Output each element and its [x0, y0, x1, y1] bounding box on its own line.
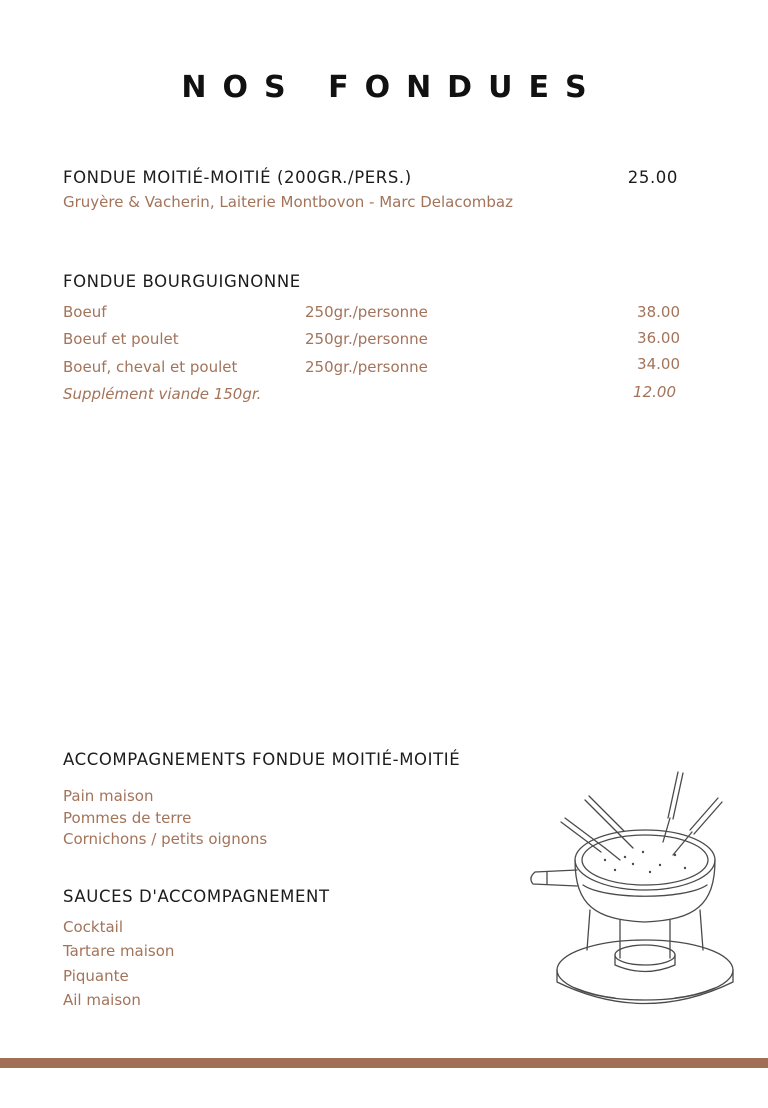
menu-row-portion: 250gr./personne: [305, 358, 428, 376]
menu-row-portion: 250gr./personne: [305, 303, 428, 321]
fondue-moitie-price: 25.00: [627, 168, 678, 187]
sauce-item: Ail maison: [63, 991, 141, 1009]
accompagnements-heading: ACCOMPAGNEMENTS FONDUE MOITIÉ-MOITIÉ: [63, 750, 461, 769]
accompagnement-item: Pommes de terre: [63, 809, 192, 827]
fondue-moitie-name: FONDUE MOITIÉ-MOITIÉ (200GR./PERS.): [63, 168, 412, 187]
menu-row-item: Boeuf et poulet: [63, 330, 179, 348]
menu-row-price: 34.00: [637, 355, 680, 373]
accompagnement-item: Pain maison: [63, 787, 154, 805]
menu-row-price: 36.00: [637, 329, 680, 347]
fondue-pot-illustration: [525, 760, 740, 1020]
bourguignonne-name: FONDUE BOURGUIGNONNE: [63, 272, 301, 291]
page-title: NOS FONDUES: [181, 70, 603, 105]
menu-row-item: Boeuf, cheval et poulet: [63, 358, 238, 376]
accompagnement-item: Cornichons / petits oignons: [63, 830, 268, 848]
menu-row-item: Boeuf: [63, 303, 107, 321]
bottom-bar: [0, 1058, 768, 1068]
fondue-moitie-description: Gruyère & Vacherin, Laiterie Montbovon - Marc Delacombaz: [63, 193, 513, 211]
supplement-price: 12.00: [633, 383, 676, 401]
sauces-heading: SAUCES D'ACCOMPAGNEMENT: [63, 887, 330, 906]
menu-row-price: 38.00: [637, 303, 680, 321]
sauce-item: Piquante: [63, 967, 129, 985]
sauce-item: Tartare maison: [63, 942, 175, 960]
supplement-item: Supplément viande 150gr.: [63, 385, 262, 403]
sauce-item: Cocktail: [63, 918, 123, 936]
menu-row-portion: 250gr./personne: [305, 330, 428, 348]
